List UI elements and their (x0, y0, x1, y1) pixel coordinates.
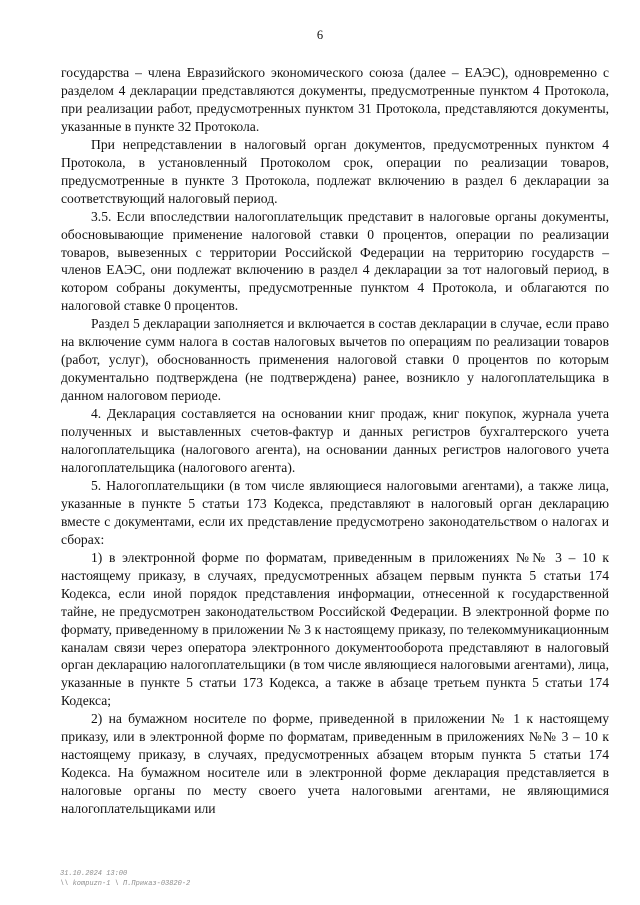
document-body (61, 64, 609, 818)
page-number: 6 (316, 28, 324, 42)
footer-timestamp: 31.10.2024 13:00 (60, 870, 128, 878)
paragraph-4: 4. Декларация составляется на основании книг продаж, книг покупок, журнала учета полученных и выставленных счетов-фактур и данных регистров бухгалтерского учета налогоплательщика (налогового агента), на основании данных регистров налогового учета налогоплательщика (налогового агента). (61, 406, 609, 475)
paragraph-5: 5. Налогоплательщики (в том числе являющиеся налоговыми агентами), а также лица, указанные в пункте 5 статьи 173 Кодекса, представляют в налоговый орган декларацию вместе с документами, если их представление предусмотрено законодательством о налогах и сборах: (61, 477, 609, 547)
paragraph-3-5: 3.5. Если впоследствии налогоплательщик представит в налоговые органы документы, обосновывающие применение налоговой ставки 0 процентов, операции по реализации товаров, вывезенных с территории Российской Федерации на территорию государств – членов ЕАЭС, они подлежат включению в раздел 4 декларации за тот налоговый период, в котором собраны документы, предусмотренные пунктом 4 Протокола, и облагаются по налоговой ставке 0 процентов. (61, 208, 609, 314)
footer-file-path: \\ kompuzn-1 \ П.Приказ-03820-2 (60, 879, 191, 888)
paragraph-5-1-electronic: 1) в электронной форме по форматам, приведенным в приложениях №№ 3 – 10 к настоящему приказу, в случаях, предусмотренных абзацем первым пункта 5 статьи 174 Кодекса, если иной порядок представления информации, отнесенной к государственной тайне, не предусмотрен законодательством Российской Федерации. В электронной форме по формату, приведенному в приложении № 3 к настоящему приказу, по телекоммуникационным каналам связи через оператора электронного документооборота представляют в налоговый орган декларацию налогоплательщики (в том числе являющиеся налоговыми агентами), лица, указанные в пункте 5 статьи 173 Кодекса, а также в абзаце третьем пункта 5 статьи 174 Кодекса; (61, 549, 609, 709)
print-footer (60, 870, 190, 889)
paragraph-eaes-documents: государства – члена Евразийского экономического союза (далее – ЕАЭС), одновременно с разделом 4 декларации представляются документы, предусмотренные пунктом 4 Протокола, при реализации работ, предусмотренных пунктом 31 Протокола, представляются документы, указанные в пункте 32 Протокола. (61, 65, 609, 134)
paragraph-non-submission: При непредставлении в налоговый орган документов, предусмотренных пунктом 4 Протокола, в установленный Протоколом срок, операции по реализации товаров, предусмотренные в пункте 3 Протокола, подлежат включению в раздел 6 декларации за соответствующий налоговый период. (61, 136, 609, 206)
paragraph-5-2-paper: 2) на бумажном носителе по форме, приведенной в приложении № 1 к настоящему приказу, или в электронной форме по форматам, приведенным в приложениях №№ 3 – 10 к настоящему приказу, в случаях, предусмотренных абзацем вторым пункта 5 статьи 174 Кодекса. На бумажном носителе или в электронной форме декларация представляется в налоговые органы по месту своего учета налоговыми агентами, не являющимися налогоплательщиками или (61, 711, 609, 817)
paragraph-section-5: Раздел 5 декларации заполняется и включается в состав декларации в случае, если право на включение сумм налога в состав налоговых вычетов по операциям по реализации товаров (работ, услуг), обоснованность применения налоговой ставки 0 процентов по которым документально подтверждена (не подтверждена) ранее, возникло у налогоплательщика в данном налоговом периоде. (61, 316, 609, 404)
